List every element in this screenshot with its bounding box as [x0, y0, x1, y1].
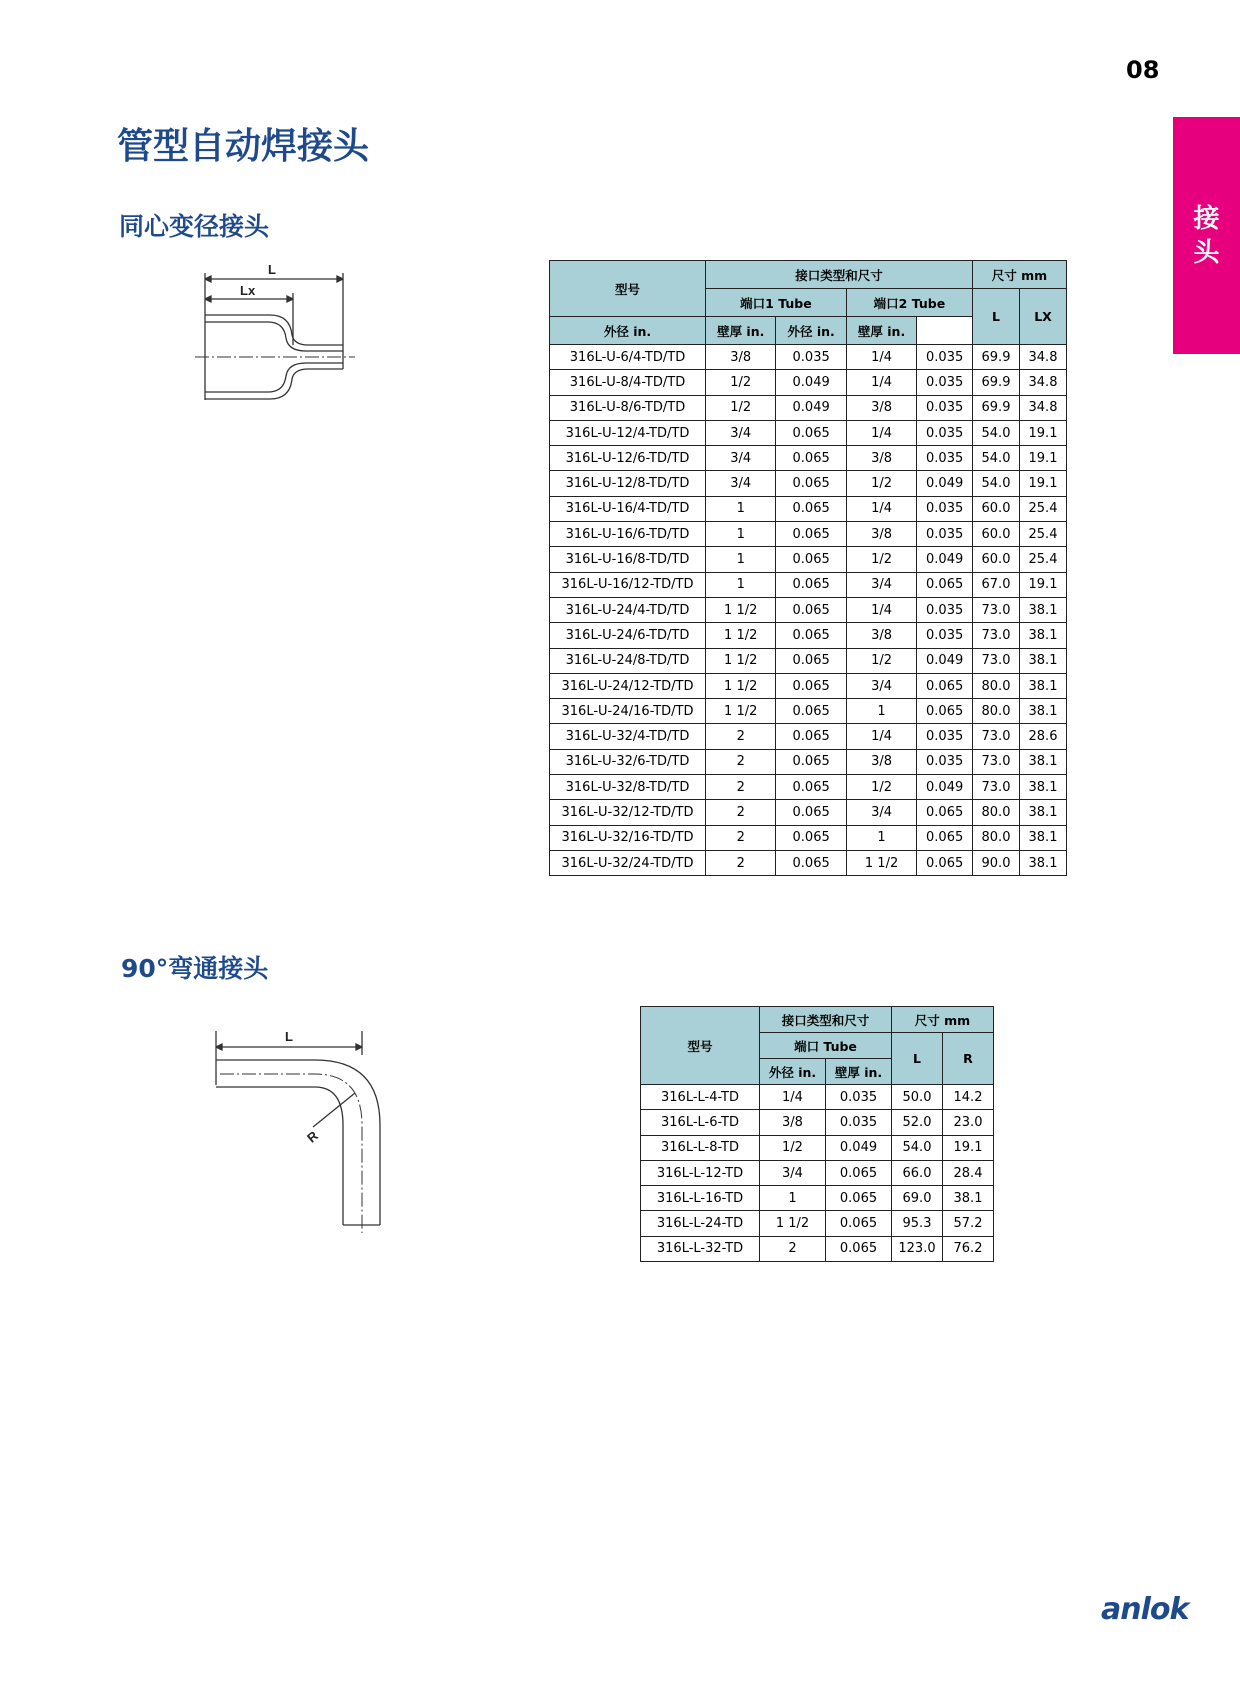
table-cell: 0.065 [776, 749, 846, 774]
table-row [550, 800, 1067, 825]
table-cell: 316L-L-6-TD [641, 1110, 760, 1135]
table-cell: 3/8 [760, 1110, 826, 1135]
col2-od: 外径 in. [760, 1059, 826, 1085]
table-cell: 1/4 [846, 597, 916, 622]
table-row [641, 1186, 994, 1211]
table-cell: 0.049 [917, 471, 973, 496]
table-cell: 38.1 [1020, 749, 1067, 774]
table-cell: 3/4 [706, 471, 776, 496]
table-cell: 25.4 [1020, 547, 1067, 572]
table-cell: 66.0 [892, 1160, 943, 1185]
table-cell: 316L-L-16-TD [641, 1186, 760, 1211]
table-cell: 67.0 [973, 572, 1020, 597]
table-cell: 25.4 [1020, 522, 1067, 547]
table-cell: 3/8 [846, 395, 916, 420]
table-cell: 123.0 [892, 1236, 943, 1261]
table-cell: 73.0 [973, 623, 1020, 648]
table-cell: 1 1/2 [846, 850, 916, 875]
table-cell: 0.035 [917, 446, 973, 471]
table-cell: 316L-U-16/8-TD/TD [550, 547, 706, 572]
table-cell: 19.1 [1020, 446, 1067, 471]
table-cell: 2 [706, 775, 776, 800]
table-cell: 23.0 [943, 1110, 994, 1135]
table-cell: 1/2 [846, 775, 916, 800]
table-cell: 54.0 [973, 446, 1020, 471]
table-cell: 0.049 [776, 370, 846, 395]
reducer-label-L: L [268, 265, 276, 277]
table-cell: 1/2 [846, 547, 916, 572]
table-cell: 0.065 [776, 496, 846, 521]
table-cell: 316L-U-12/4-TD/TD [550, 420, 706, 445]
table-cell: 0.065 [776, 547, 846, 572]
table-row [550, 597, 1067, 622]
table-cell: 73.0 [973, 648, 1020, 673]
table-cell: 90.0 [973, 850, 1020, 875]
table-cell: 316L-U-16/6-TD/TD [550, 522, 706, 547]
table-row [641, 1110, 994, 1135]
table-cell: 54.0 [973, 420, 1020, 445]
table-cell: 57.2 [943, 1211, 994, 1236]
table-cell: 73.0 [973, 749, 1020, 774]
table-row [550, 345, 1067, 370]
table-cell: 0.065 [776, 699, 846, 724]
table-cell: 316L-L-4-TD [641, 1085, 760, 1110]
table-cell: 28.4 [943, 1160, 994, 1185]
table-cell: 316L-U-32/8-TD/TD [550, 775, 706, 800]
table-row [550, 446, 1067, 471]
table-row [550, 724, 1067, 749]
table-cell: 316L-L-32-TD [641, 1236, 760, 1261]
table-cell: 50.0 [892, 1085, 943, 1110]
table-cell: 1/4 [846, 420, 916, 445]
table-cell: 1/2 [706, 395, 776, 420]
table-row [550, 420, 1067, 445]
table-cell: 1/2 [760, 1135, 826, 1160]
table-cell: 316L-U-12/8-TD/TD [550, 471, 706, 496]
side-tab [1173, 117, 1240, 354]
col-LX: LX [1020, 289, 1067, 345]
side-tab-line2: 头 [1193, 237, 1220, 268]
table-cell: 3/4 [706, 420, 776, 445]
table-cell: 38.1 [1020, 623, 1067, 648]
table-row [550, 547, 1067, 572]
table-cell: 316L-U-32/12-TD/TD [550, 800, 706, 825]
table-cell: 1 1/2 [706, 699, 776, 724]
table-row [550, 370, 1067, 395]
table-cell: 0.065 [776, 471, 846, 496]
table-row [550, 699, 1067, 724]
table-cell: 0.065 [776, 850, 846, 875]
table-cell: 1 1/2 [706, 623, 776, 648]
table-cell: 316L-L-24-TD [641, 1211, 760, 1236]
table-cell: 0.035 [826, 1110, 892, 1135]
table-cell: 0.035 [917, 395, 973, 420]
table-cell: 0.049 [917, 547, 973, 572]
table-cell: 80.0 [973, 673, 1020, 698]
col-port-group: 接口类型和尺寸 [706, 261, 973, 289]
col2-R: R [943, 1033, 994, 1085]
table-cell: 54.0 [892, 1135, 943, 1160]
table-cell: 38.1 [1020, 775, 1067, 800]
table-cell: 316L-U-8/6-TD/TD [550, 395, 706, 420]
table-cell: 80.0 [973, 800, 1020, 825]
table-cell: 0.065 [917, 825, 973, 850]
table-cell: 0.065 [776, 825, 846, 850]
table-cell: 25.4 [1020, 496, 1067, 521]
table-cell: 73.0 [973, 597, 1020, 622]
table-cell: 34.8 [1020, 345, 1067, 370]
table-cell: 34.8 [1020, 395, 1067, 420]
table-cell: 0.035 [917, 345, 973, 370]
section-title-reducer: 同心变径接头 [119, 212, 270, 241]
table-cell: 2 [706, 749, 776, 774]
table-cell: 0.065 [826, 1160, 892, 1185]
table-cell: 3/4 [846, 572, 916, 597]
table-cell: 0.049 [917, 648, 973, 673]
elbow-label-R: R [304, 1128, 321, 1146]
table-row [550, 825, 1067, 850]
table-row [550, 850, 1067, 875]
table-cell: 1 [706, 522, 776, 547]
table-cell: 38.1 [1020, 648, 1067, 673]
table-cell: 316L-U-24/12-TD/TD [550, 673, 706, 698]
table-cell: 3/4 [760, 1160, 826, 1185]
table-row [641, 1135, 994, 1160]
table-cell: 1/4 [846, 370, 916, 395]
table-cell: 0.065 [776, 446, 846, 471]
table-cell: 3/8 [846, 749, 916, 774]
table-cell: 316L-U-32/16-TD/TD [550, 825, 706, 850]
table-cell: 2 [706, 724, 776, 749]
table-cell: 69.0 [892, 1186, 943, 1211]
table-cell: 1 [706, 572, 776, 597]
col-model: 型号 [550, 261, 706, 317]
table-cell: 19.1 [1020, 420, 1067, 445]
table-cell: 0.065 [776, 800, 846, 825]
col-L: L [973, 289, 1020, 345]
table-cell: 1 1/2 [760, 1211, 826, 1236]
table-row [550, 775, 1067, 800]
table-cell: 80.0 [973, 699, 1020, 724]
table-cell: 0.065 [776, 572, 846, 597]
section-title-elbow: 90°弯通接头 [121, 954, 269, 983]
table-cell: 73.0 [973, 724, 1020, 749]
table-row [641, 1236, 994, 1261]
table-cell: 1/4 [846, 724, 916, 749]
table-cell: 80.0 [973, 825, 1020, 850]
table-cell: 19.1 [1020, 471, 1067, 496]
reducer-diagram [190, 265, 360, 405]
table-cell: 19.1 [1020, 572, 1067, 597]
table-cell: 0.035 [917, 420, 973, 445]
table-cell: 316L-U-24/8-TD/TD [550, 648, 706, 673]
col-port1: 端口1 Tube [706, 289, 847, 317]
table-cell: 28.6 [1020, 724, 1067, 749]
table-cell: 0.065 [776, 648, 846, 673]
elbow-diagram [205, 1025, 395, 1235]
table-cell: 0.065 [776, 522, 846, 547]
col-port2-od: 外径 in. [776, 317, 846, 345]
table-cell: 19.1 [943, 1135, 994, 1160]
table-cell: 1/2 [706, 370, 776, 395]
col-dim-group: 尺寸 mm [973, 261, 1067, 289]
page-title: 管型自动焊接头 [117, 126, 370, 167]
table-row [641, 1211, 994, 1236]
table-cell: 0.035 [917, 597, 973, 622]
table-cell: 3/8 [846, 446, 916, 471]
table-row [550, 496, 1067, 521]
table-cell: 0.065 [917, 800, 973, 825]
table-cell: 0.035 [917, 370, 973, 395]
col-port1-od: 外径 in. [550, 317, 706, 345]
elbow-spec-table [640, 1006, 994, 1262]
table-cell: 38.1 [1020, 825, 1067, 850]
table-row [550, 749, 1067, 774]
table-cell: 0.035 [917, 496, 973, 521]
table-cell: 0.065 [776, 724, 846, 749]
table-cell: 54.0 [973, 471, 1020, 496]
table-cell: 3/8 [846, 522, 916, 547]
table-cell: 3/4 [846, 800, 916, 825]
brand-logo: anlok [1101, 1592, 1189, 1627]
table-cell: 0.065 [776, 775, 846, 800]
table-row [550, 623, 1067, 648]
col2-model: 型号 [641, 1007, 760, 1085]
col-port2-wall: 壁厚 in. [846, 317, 916, 345]
table-cell: 0.065 [826, 1236, 892, 1261]
table-cell: 1/4 [760, 1085, 826, 1110]
page-number: 08 [1126, 56, 1160, 84]
table-cell: 316L-U-12/6-TD/TD [550, 446, 706, 471]
table-cell: 1 [706, 547, 776, 572]
table-cell: 2 [760, 1236, 826, 1261]
table-cell: 0.065 [776, 420, 846, 445]
table-cell: 3/8 [706, 345, 776, 370]
table-cell: 316L-U-8/4-TD/TD [550, 370, 706, 395]
table-cell: 0.035 [826, 1085, 892, 1110]
table-cell: 0.035 [917, 724, 973, 749]
table-cell: 60.0 [973, 522, 1020, 547]
table-cell: 316L-L-12-TD [641, 1160, 760, 1185]
table-cell: 1 1/2 [706, 673, 776, 698]
col-port2: 端口2 Tube [846, 289, 972, 317]
table-cell: 0.065 [917, 850, 973, 875]
side-tab-line1: 接 [1193, 203, 1220, 234]
table-row [550, 673, 1067, 698]
table-cell: 69.9 [973, 395, 1020, 420]
table-cell: 0.035 [917, 749, 973, 774]
col2-port: 端口 Tube [760, 1033, 892, 1059]
table-cell: 1 [760, 1186, 826, 1211]
table-row [550, 522, 1067, 547]
table-cell: 0.065 [776, 673, 846, 698]
col2-L: L [892, 1033, 943, 1085]
table-cell: 60.0 [973, 547, 1020, 572]
table-cell: 316L-U-16/12-TD/TD [550, 572, 706, 597]
table-cell: 316L-U-24/4-TD/TD [550, 597, 706, 622]
table-cell: 73.0 [973, 775, 1020, 800]
table-cell: 1 [846, 699, 916, 724]
table-cell: 1 [706, 496, 776, 521]
table-cell: 1 [846, 825, 916, 850]
table-cell: 3/4 [706, 446, 776, 471]
table-cell: 1/4 [846, 496, 916, 521]
table-cell: 316L-U-24/6-TD/TD [550, 623, 706, 648]
table-cell: 52.0 [892, 1110, 943, 1135]
table-cell: 316L-U-6/4-TD/TD [550, 345, 706, 370]
table-cell: 0.049 [776, 395, 846, 420]
table-row [550, 648, 1067, 673]
table-cell: 38.1 [943, 1186, 994, 1211]
table-cell: 316L-U-24/16-TD/TD [550, 699, 706, 724]
table-cell: 60.0 [973, 496, 1020, 521]
table-cell: 0.035 [776, 345, 846, 370]
table-cell: 38.1 [1020, 673, 1067, 698]
elbow-label-L: L [285, 1029, 293, 1044]
col2-port-group: 接口类型和尺寸 [760, 1007, 892, 1033]
table-cell: 0.065 [776, 623, 846, 648]
table-cell: 3/4 [846, 673, 916, 698]
table-cell: 0.065 [917, 572, 973, 597]
table-cell: 1 1/2 [706, 597, 776, 622]
table-cell: 38.1 [1020, 597, 1067, 622]
table-cell: 95.3 [892, 1211, 943, 1236]
table-row [550, 395, 1067, 420]
table-row [550, 471, 1067, 496]
table-row [550, 572, 1067, 597]
table-cell: 69.9 [973, 370, 1020, 395]
table-row [641, 1160, 994, 1185]
table-cell: 316L-U-32/24-TD/TD [550, 850, 706, 875]
table-cell: 0.049 [826, 1135, 892, 1160]
table-cell: 0.065 [917, 673, 973, 698]
table-cell: 14.2 [943, 1085, 994, 1110]
table-row [641, 1085, 994, 1110]
table-cell: 0.065 [917, 699, 973, 724]
col2-wall: 壁厚 in. [826, 1059, 892, 1085]
table-cell: 38.1 [1020, 699, 1067, 724]
table-cell: 1 1/2 [706, 648, 776, 673]
table-cell: 316L-L-8-TD [641, 1135, 760, 1160]
table-cell: 2 [706, 825, 776, 850]
table-cell: 34.8 [1020, 370, 1067, 395]
table-cell: 69.9 [973, 345, 1020, 370]
table-cell: 2 [706, 850, 776, 875]
table-cell: 0.035 [917, 623, 973, 648]
table-cell: 0.049 [917, 775, 973, 800]
table-cell: 0.065 [826, 1186, 892, 1211]
table-cell: 316L-U-32/4-TD/TD [550, 724, 706, 749]
table-cell: 3/8 [846, 623, 916, 648]
table-cell: 316L-U-16/4-TD/TD [550, 496, 706, 521]
reducer-label-Lx: Lx [240, 283, 256, 298]
table-cell: 38.1 [1020, 800, 1067, 825]
table-cell: 1/2 [846, 648, 916, 673]
reducer-spec-table [549, 260, 1067, 876]
table-cell: 38.1 [1020, 850, 1067, 875]
table-cell: 316L-U-32/6-TD/TD [550, 749, 706, 774]
table-cell: 1/2 [846, 471, 916, 496]
table-cell: 76.2 [943, 1236, 994, 1261]
col-port1-wall: 壁厚 in. [706, 317, 776, 345]
table-cell: 2 [706, 800, 776, 825]
table-cell: 0.035 [917, 522, 973, 547]
col2-dim-group: 尺寸 mm [892, 1007, 994, 1033]
table-cell: 1/4 [846, 345, 916, 370]
table-cell: 0.065 [776, 597, 846, 622]
table-cell: 0.065 [826, 1211, 892, 1236]
